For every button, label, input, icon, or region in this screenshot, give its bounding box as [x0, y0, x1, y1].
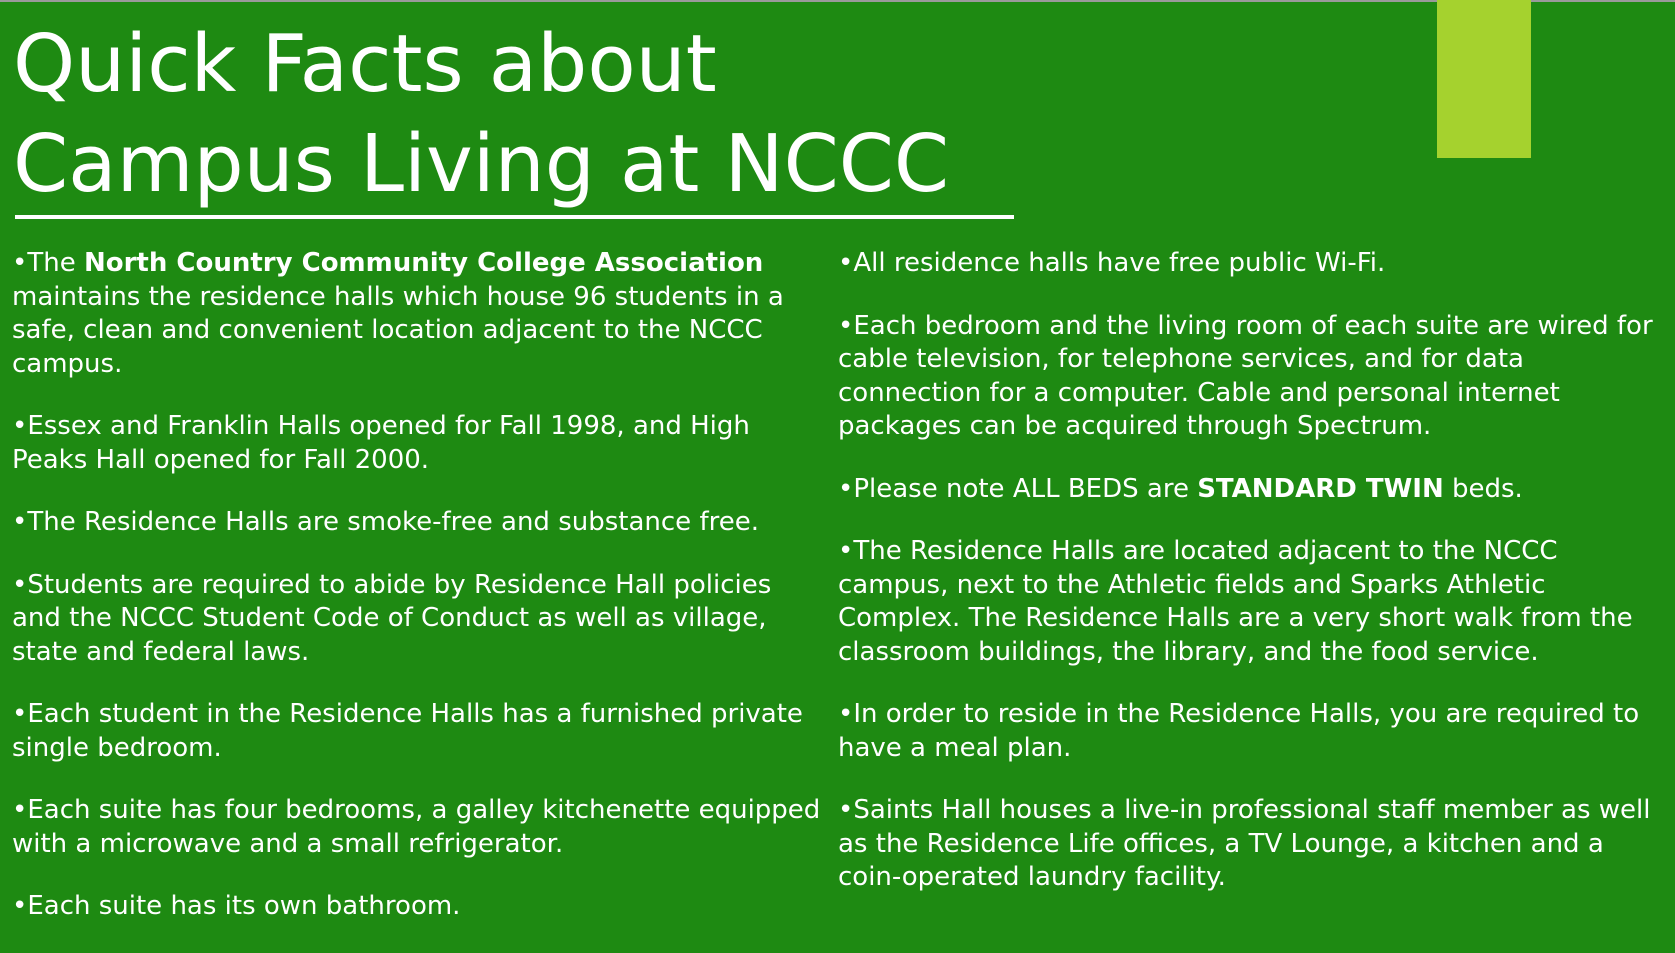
title-line-2: Campus Living at NCCC — [13, 118, 950, 210]
fact-location: •The Residence Halls are located adjacent to the NCCC campus, next to the Athletic fields and Sparks Athletic Complex. The Residence Halls are a very short walk from the classroom buildings, the library, and the food service. — [838, 536, 1633, 667]
left-column — [12, 247, 822, 953]
fact-text: beds. — [1443, 473, 1523, 504]
top-border — [0, 0, 1675, 2]
fact-suite-kitchenette: •Each suite has four bedrooms, a galley kitchenette equipped with a microwave and a small refrigerator. — [12, 795, 821, 859]
fact-cable-wiring: •Each bedroom and the living room of each suite are wired for cable television, for telephone services, and for data connection for a computer. Cable and personal internet packages can be acquired through Spectrum. — [838, 310, 1653, 441]
title-underline — [15, 215, 1014, 219]
fact-text: •Please note ALL BEDS are — [838, 473, 1198, 504]
title-line-1: Quick Facts about — [13, 18, 717, 110]
fact-wifi: •All residence halls have free public Wi-Fi. — [838, 248, 1386, 278]
fact-bold-text: STANDARD TWIN — [1197, 473, 1444, 504]
fact-association — [12, 247, 822, 381]
fact-meal-plan: •In order to reside in the Residence Halls, you are required to have a meal plan. — [838, 699, 1640, 763]
fact-smoke-free: •The Residence Halls are smoke-free and substance free. — [12, 507, 759, 537]
fact-saints-hall: •Saints Hall houses a live-in professional staff member as well as the Residence Life offices, a TV Lounge, a kitchen and a coin-operated laundry facility. — [838, 795, 1651, 892]
fact-private-bedroom: •Each student in the Residence Halls has a furnished private single bedroom. — [12, 699, 803, 763]
accent-block — [1437, 0, 1531, 158]
fact-text: maintains the residence halls which house 96 students in a safe, clean and convenient location adjacent to the NCCC campus. — [12, 281, 784, 379]
page-title — [13, 14, 1113, 214]
right-column — [838, 247, 1668, 924]
fact-halls-opened: •Essex and Franklin Halls opened for Fall 1998, and High Peaks Hall opened for Fall 2000. — [12, 411, 750, 475]
fact-text: •The — [12, 248, 84, 278]
fact-policies: •Students are required to abide by Residence Hall policies and the NCCC Student Code of Conduct as well as village, state and federal laws. — [12, 569, 772, 667]
fact-twin-beds — [838, 473, 1668, 507]
fact-bold-text: North Country Community College Association — [83, 248, 764, 278]
fact-bathroom: •Each suite has its own bathroom. — [12, 891, 461, 921]
